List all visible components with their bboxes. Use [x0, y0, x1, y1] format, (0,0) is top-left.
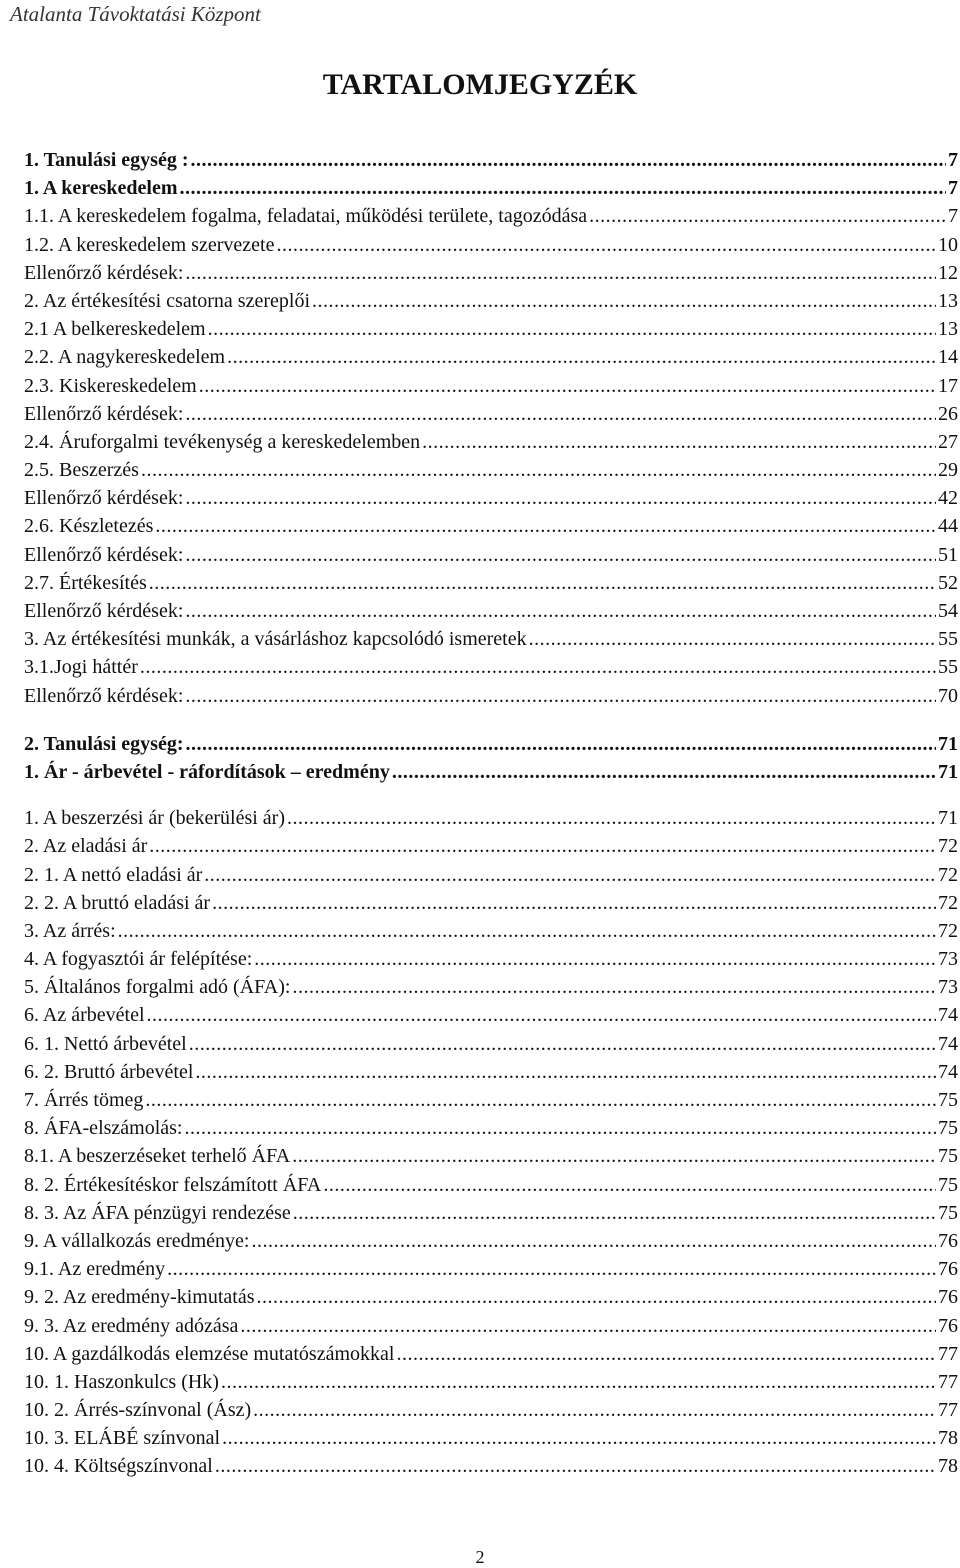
toc-entry-title: 2.4. Áruforgalmi tevékenység a kereskedelemben [24, 430, 421, 453]
toc-entry-title: 8. 2. Értékesítéskor felszámított ÁFA [24, 1173, 322, 1196]
toc-entry-title: 2. Az értékesítési csatorna szereplői [24, 289, 310, 312]
document-header: Atalanta Távoktatási Központ [10, 2, 261, 26]
toc-entry-page: 71 [938, 760, 958, 783]
toc-entry-title: 2.7. Értékesítés [24, 571, 147, 594]
toc-entry[interactable] [24, 400, 958, 428]
toc-entry-page: 74 [938, 1060, 958, 1083]
toc-entry-page: 76 [938, 1258, 958, 1281]
toc-entry-page: 76 [938, 1286, 958, 1309]
toc-entry-page: 17 [938, 374, 958, 397]
toc-dot-leader [185, 1114, 937, 1142]
toc-entry[interactable] [24, 569, 958, 597]
toc-entry-page: 70 [938, 684, 958, 707]
toc-entry[interactable] [24, 1199, 958, 1227]
toc-entry-page: 75 [938, 1117, 958, 1140]
toc-entry-title: 2.6. Készletezés [24, 515, 154, 538]
toc-entry-title: 6. 1. Nettó árbevétel [24, 1032, 187, 1055]
toc-dot-leader [589, 202, 946, 230]
toc-entry[interactable] [24, 625, 958, 653]
toc-dot-leader [190, 146, 946, 174]
toc-entry-page: 73 [938, 948, 958, 971]
toc-dot-leader [204, 861, 936, 889]
toc-entry-page: 75 [938, 1145, 958, 1168]
toc-entry-page: 72 [938, 919, 958, 942]
toc-dot-leader [253, 1396, 936, 1424]
toc-entry-title: 9.1. Az eredmény [24, 1258, 166, 1281]
toc-dot-leader [189, 1030, 936, 1058]
toc-entry-page: 74 [938, 1004, 958, 1027]
toc-entry-page: 78 [938, 1427, 958, 1450]
toc-entry-title: 3. Az árrés: [24, 919, 116, 942]
toc-entry-title: Ellenőrző kérdések: [24, 261, 184, 284]
toc-dot-leader [257, 1283, 937, 1311]
toc-entry[interactable] [24, 917, 958, 945]
toc-entry-page: 77 [938, 1370, 958, 1393]
toc-entry[interactable] [24, 832, 958, 860]
page-number: 2 [475, 1547, 485, 1567]
toc-entry-title: Ellenőrző kérdések: [24, 487, 184, 510]
toc-dot-leader [215, 1452, 936, 1480]
toc-dot-leader [145, 1086, 936, 1114]
toc-dot-leader [254, 945, 936, 973]
toc-entry[interactable] [24, 146, 958, 174]
toc-entry[interactable] [24, 1255, 958, 1283]
toc-dot-leader [185, 400, 936, 428]
toc-entry[interactable] [24, 456, 958, 484]
toc-entry[interactable] [24, 804, 958, 832]
toc-entry-title: 2.5. Beszerzés [24, 459, 139, 482]
toc-dot-leader [185, 259, 936, 287]
toc-entry-page: 7 [948, 149, 958, 171]
page-title: TARTALOMJEGYZÉK [322, 68, 638, 101]
toc-entry-page: 51 [938, 543, 958, 566]
toc-entry-page: 73 [938, 976, 958, 999]
toc-entry-title: Ellenőrző kérdések: [24, 402, 184, 425]
toc-entry[interactable] [24, 1171, 958, 1199]
toc-entry-page: 10 [938, 233, 958, 256]
toc-spacer [24, 710, 958, 730]
toc-entry-page: 71 [938, 807, 958, 830]
toc-dot-leader [240, 1312, 936, 1340]
toc-entry[interactable] [24, 1142, 958, 1170]
toc-entry-page: 27 [938, 430, 958, 453]
toc-dot-leader [222, 1424, 936, 1452]
toc-entry-page: 72 [938, 835, 958, 858]
toc-entry[interactable] [24, 1030, 958, 1058]
toc-dot-leader [195, 1058, 936, 1086]
toc-entry[interactable] [24, 372, 958, 400]
toc-entry-title: 2. 2. A bruttó eladási ár [24, 891, 211, 914]
toc-entry[interactable] [24, 1283, 958, 1311]
toc-entry-title: 1.1. A kereskedelem fogalma, feladatai, működési területe, tagozódása [24, 205, 588, 228]
toc-entry-title: 8.1. A beszerzéseket terhelő ÁFA [24, 1145, 291, 1168]
toc-entry[interactable] [24, 682, 958, 710]
toc-entry[interactable] [24, 202, 958, 230]
toc-dot-leader [293, 1199, 936, 1227]
toc-entry-title: Ellenőrző kérdések: [24, 543, 184, 566]
toc-dot-leader [208, 315, 936, 343]
toc-entry-page: 42 [938, 487, 958, 510]
toc-entry-title: 3. Az értékesítési munkák, a vásárláshoz kapcsolódó ismeretek [24, 628, 527, 651]
toc-dot-leader [118, 917, 936, 945]
toc-dot-leader [292, 1142, 936, 1170]
toc-entry[interactable] [24, 889, 958, 917]
toc-entry[interactable] [24, 512, 958, 540]
toc-entry[interactable] [24, 1396, 958, 1424]
toc-entry-title: 1. A kereskedelem [24, 177, 178, 200]
toc-dot-leader [392, 758, 936, 786]
toc-entry-title: 10. A gazdálkodás elemzése mutatószámokkal [24, 1342, 395, 1365]
toc-group-unit-1 [24, 146, 958, 710]
toc-entry[interactable] [24, 653, 958, 681]
toc-group-unit-2 [24, 730, 958, 786]
toc-entry-title: 10. 3. ELÁBÉ színvonal [24, 1427, 221, 1450]
toc-dot-leader [529, 625, 936, 653]
toc-entry-title: 6. Az árbevétel [24, 1004, 145, 1027]
toc-dot-leader [185, 682, 936, 710]
toc-entry[interactable] [24, 174, 958, 202]
toc-entry-title: 10. 1. Haszonkulcs (Hk) [24, 1370, 219, 1393]
toc-entry-page: 71 [938, 732, 958, 755]
toc-entry-title: 8. 3. Az ÁFA pénzügyi rendezése [24, 1201, 291, 1224]
toc-entry-title: 2.1 A belkereskedelem [24, 318, 206, 341]
toc-entry-title: 9. A vállalkozás eredménye: [24, 1229, 250, 1252]
toc-entry-title: 9. 3. Az eredmény adózása [24, 1314, 239, 1337]
toc-entry[interactable] [24, 541, 958, 569]
toc-dot-leader [167, 1255, 936, 1283]
toc-entry[interactable] [24, 758, 958, 786]
toc-entry-title: 2. 1. A nettó eladási ár [24, 863, 203, 886]
toc-entry-title: 3.1.Jogi háttér [24, 656, 138, 679]
toc-entry[interactable] [24, 973, 958, 1001]
toc-dot-leader [287, 804, 936, 832]
toc-entry-title: 4. A fogyasztói ár felépítése: [24, 948, 253, 971]
toc-entry-page: 72 [938, 863, 958, 886]
toc-entry[interactable] [24, 1312, 958, 1340]
toc-dot-leader [140, 653, 936, 681]
toc-entry[interactable] [24, 287, 958, 315]
toc-entry-page: 14 [938, 346, 958, 369]
toc-dot-leader [212, 889, 936, 917]
toc-entry-page: 72 [938, 891, 958, 914]
toc-entry-page: 13 [938, 289, 958, 312]
toc-entry-title: 9. 2. Az eredmény-kimutatás [24, 1286, 255, 1309]
toc-dot-leader [227, 343, 936, 371]
toc-entry-title: 8. ÁFA-elszámolás: [24, 1117, 183, 1140]
toc-dot-leader [312, 287, 936, 315]
toc-entry[interactable] [24, 1001, 958, 1029]
toc-dot-leader [323, 1171, 936, 1199]
toc-dot-leader [292, 973, 936, 1001]
toc-entry-page: 13 [938, 318, 958, 341]
toc-entry[interactable] [24, 1368, 958, 1396]
toc-entry[interactable] [24, 315, 958, 343]
toc-entry-title: 2.2. A nagykereskedelem [24, 346, 226, 369]
toc-entry[interactable] [24, 231, 958, 259]
toc-dot-leader [422, 428, 936, 456]
toc-entry[interactable] [24, 730, 958, 758]
toc-dot-leader [396, 1340, 936, 1368]
toc-entry[interactable] [24, 1058, 958, 1086]
toc-dot-leader [180, 174, 946, 202]
toc-entry-title: 2.3. Kiskereskedelem [24, 374, 197, 397]
toc-entry[interactable] [24, 1114, 958, 1142]
toc-entry-page: 44 [938, 515, 958, 538]
toc-entry-page: 52 [938, 571, 958, 594]
table-of-contents [24, 146, 958, 1481]
toc-entry-title: 7. Árrés tömeg [24, 1089, 144, 1111]
toc-entry-title: 5. Általános forgalmi adó (ÁFA): [24, 976, 291, 999]
toc-entry[interactable] [24, 597, 958, 625]
toc-entry-title: 1. A beszerzési ár (bekerülési ár) [24, 807, 285, 830]
toc-entry-title: Ellenőrző kérdések: [24, 600, 184, 622]
toc-entry-page: 75 [938, 1089, 958, 1111]
toc-entry-page: 76 [938, 1229, 958, 1252]
toc-entry-title: 1. Tanulási egység : [24, 149, 189, 171]
toc-dot-leader [149, 569, 936, 597]
toc-dot-leader [185, 541, 936, 569]
toc-entry-page: 54 [938, 600, 958, 622]
toc-entry-title: 2. Tanulási egység: [24, 732, 184, 755]
toc-dot-leader [276, 231, 936, 259]
toc-entry[interactable] [24, 1452, 958, 1480]
toc-entry-page: 7 [948, 177, 958, 200]
toc-dot-leader [147, 1001, 937, 1029]
toc-entry-title: 1. Ár - árbevétel - ráfordítások – eredmény [24, 760, 390, 783]
toc-entry-title: 10. 4. Költségszínvonal [24, 1455, 213, 1478]
toc-entry[interactable] [24, 1227, 958, 1255]
toc-entry-title: 6. 2. Bruttó árbevétel [24, 1060, 194, 1083]
toc-group-unit-2-sections [24, 804, 958, 1481]
toc-spacer [24, 786, 958, 804]
toc-entry-title: Ellenőrző kérdések: [24, 684, 184, 707]
toc-entry-page: 77 [938, 1342, 958, 1365]
toc-entry-page: 55 [938, 628, 958, 651]
toc-dot-leader [221, 1368, 936, 1396]
toc-entry-page: 26 [938, 402, 958, 425]
toc-entry-page: 74 [938, 1032, 958, 1055]
toc-entry-page: 29 [938, 459, 958, 482]
toc-dot-leader [155, 512, 936, 540]
toc-entry[interactable] [24, 945, 958, 973]
toc-entry-page: 55 [938, 656, 958, 679]
toc-dot-leader [185, 597, 936, 625]
toc-entry-page: 75 [938, 1173, 958, 1196]
toc-entry[interactable] [24, 1340, 958, 1368]
toc-entry-page: 7 [948, 205, 958, 228]
toc-entry[interactable] [24, 343, 958, 371]
toc-dot-leader [149, 832, 936, 860]
toc-entry-page: 75 [938, 1201, 958, 1224]
toc-entry[interactable] [24, 484, 958, 512]
toc-entry-page: 77 [938, 1399, 958, 1422]
toc-entry-page: 78 [938, 1455, 958, 1478]
toc-entry-page: 76 [938, 1314, 958, 1337]
toc-entry[interactable] [24, 1086, 958, 1114]
toc-entry[interactable] [24, 428, 958, 456]
toc-dot-leader [185, 484, 936, 512]
toc-dot-leader [199, 372, 936, 400]
toc-dot-leader [185, 730, 936, 758]
toc-entry[interactable] [24, 861, 958, 889]
toc-dot-leader [141, 456, 936, 484]
toc-entry-title: 10. 2. Árrés-színvonal (Ász) [24, 1399, 252, 1422]
toc-dot-leader [251, 1227, 936, 1255]
toc-entry[interactable] [24, 1424, 958, 1452]
toc-entry-page: 12 [938, 261, 958, 284]
toc-entry-title: 1.2. A kereskedelem szervezete [24, 233, 275, 256]
toc-entry-title: 2. Az eladási ár [24, 835, 148, 858]
toc-entry[interactable] [24, 259, 958, 287]
